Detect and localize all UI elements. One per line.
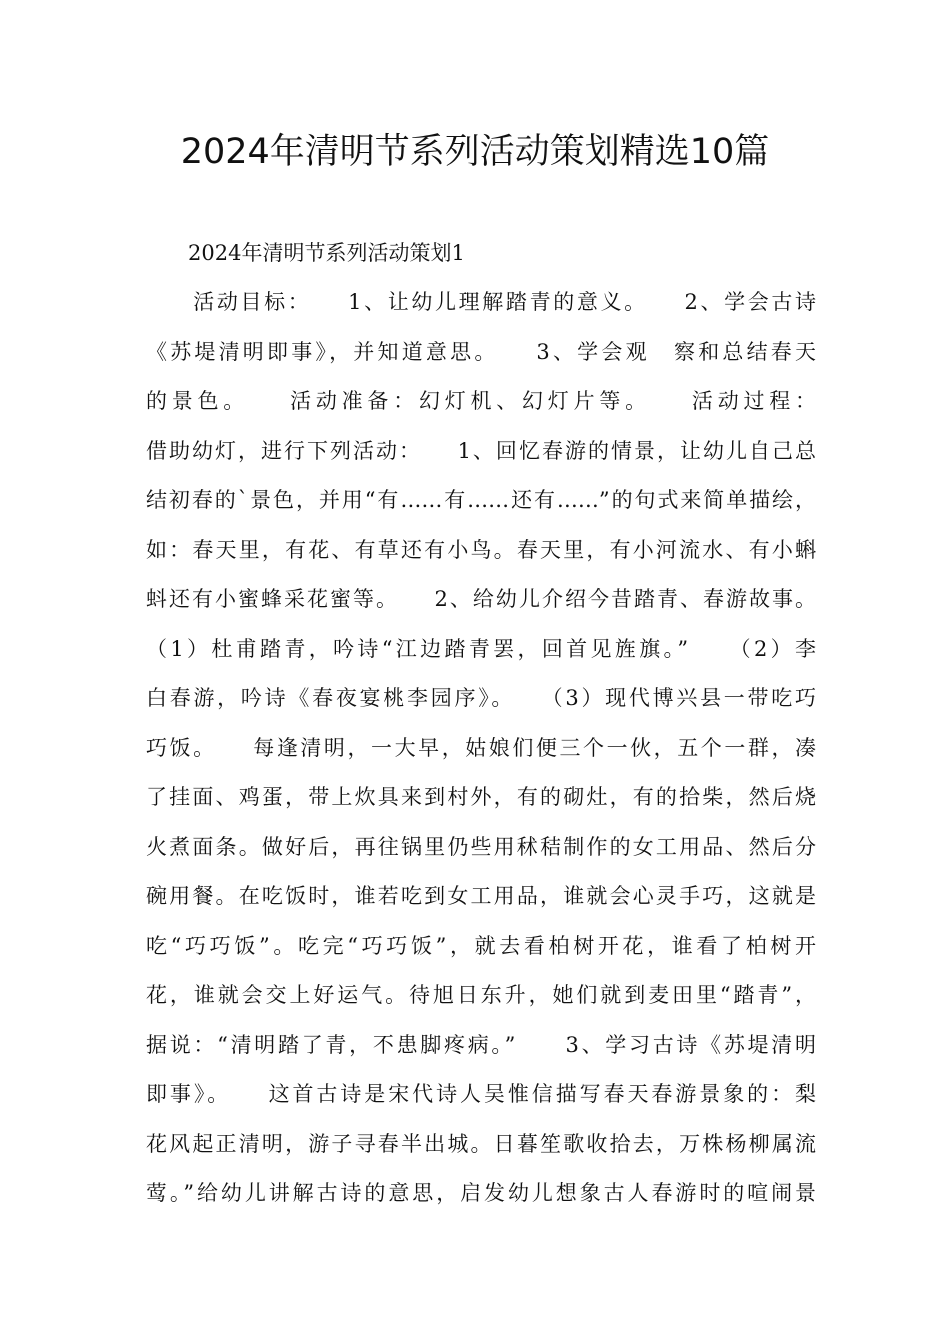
document-title: 2024年清明节系列活动策划精选10篇	[180, 132, 770, 172]
body-line: 即事》。 这首古诗是宋代诗人吴惟信描写春天春游景象的：梨	[146, 1082, 816, 1106]
body-line: 花，谁就会交上好运气。待旭日东升，她们就到麦田里“踏青”，	[146, 983, 816, 1007]
body-line: 白春游，吟诗《春夜宴桃李园序》。 （3）现代博兴县一带吃巧	[146, 686, 816, 710]
body-line: 花风起正清明，游子寻春半出城。日暮笙歌收拾去，万株杨柳属流	[146, 1132, 816, 1156]
body-line: 火煮面条。做好后，再往锅里仍些用秫秸制作的女工用品、然后分	[146, 835, 816, 859]
body-line: 碗用餐。在吃饭时，谁若吃到女工用品，谁就会心灵手巧，这就是	[146, 884, 816, 908]
body-line: （1）杜甫踏青，吟诗“江边踏青罢，回首见旌旗。” （2）李	[146, 637, 816, 661]
body-line: 蚪还有小蜜蜂采花蜜等。 2、给幼儿介绍今昔踏青、春游故事。	[146, 587, 816, 611]
section-heading: 2024年清明节系列活动策划1	[188, 241, 465, 265]
body-line: 吃“巧巧饭”。吃完“巧巧饭”，就去看柏树开花，谁看了柏树开	[146, 934, 816, 958]
body-line: 如：春天里，有花、有草还有小鸟。春天里，有小河流水、有小蝌	[146, 538, 816, 562]
body-line: 《苏堤清明即事》，并知道意思。 3、学会观 察和总结春天	[146, 340, 816, 364]
body-line: 巧饭。 每逢清明，一大早，姑娘们便三个一伙，五个一群，凑	[146, 736, 816, 760]
body-line: 的景色。 活动准备：幻灯机、幻灯片等。 活动过程：	[146, 389, 816, 413]
body-line: 据说：“清明踏了青，不患脚疼病。” 3、学习古诗《苏堤清明	[146, 1033, 816, 1057]
body-line: 结初春的`景色，并用“有……有……还有……”的句式来简单描绘，	[146, 488, 816, 512]
body-line: 活动目标： 1、让幼儿理解踏青的意义。 2、学会古诗	[146, 290, 816, 314]
body-line: 借助幼灯，进行下列活动： 1、回忆春游的情景，让幼儿自己总	[146, 439, 816, 463]
body-line: 莺。”给幼儿讲解古诗的意思，启发幼儿想象古人春游时的喧闹景	[146, 1181, 816, 1205]
body-line: 了挂面、鸡蛋，带上炊具来到村外，有的砌灶，有的拾柴，然后烧	[146, 785, 816, 809]
